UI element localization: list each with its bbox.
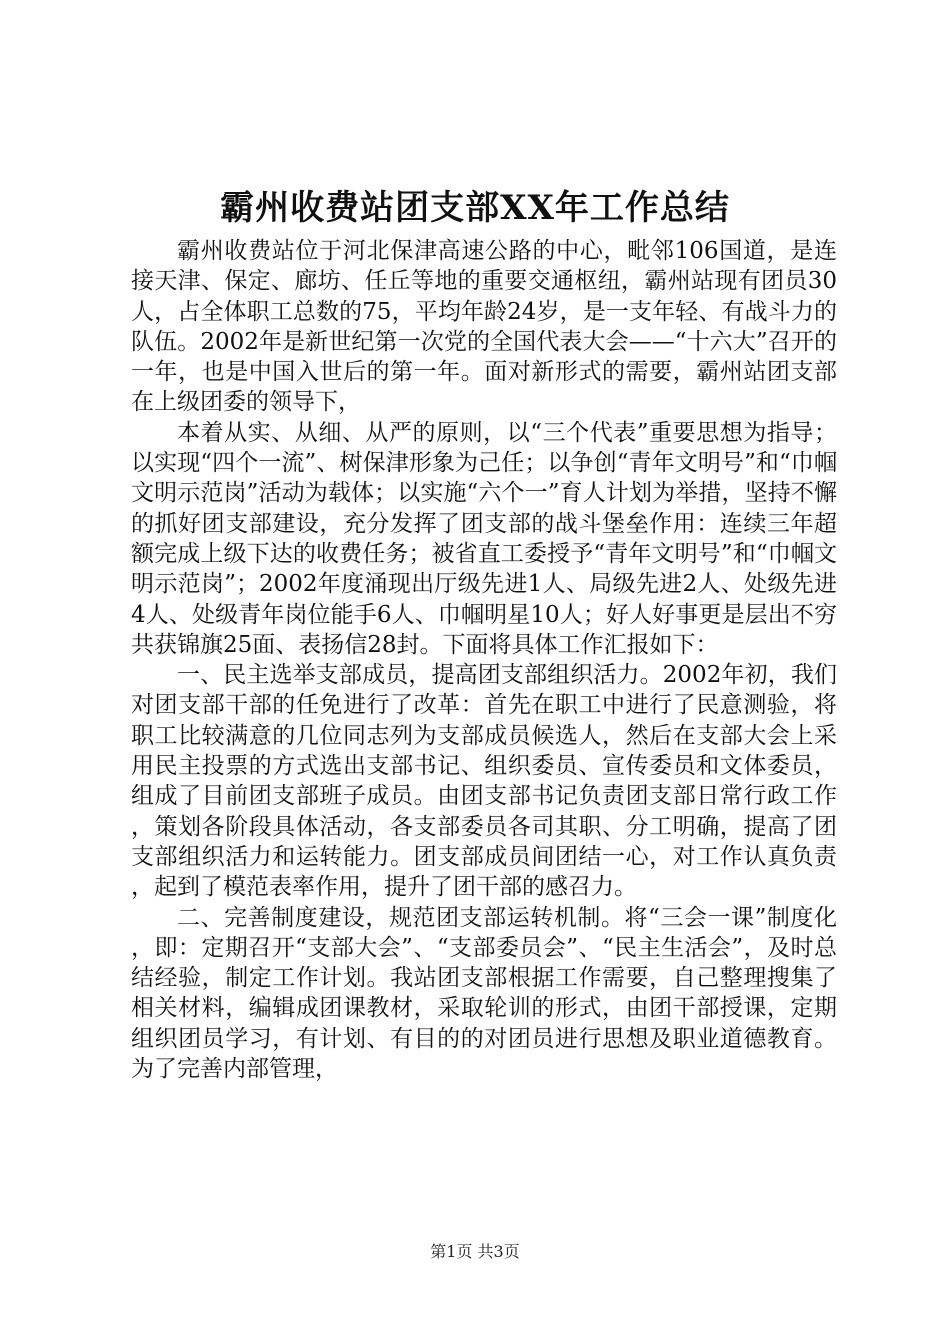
page-number-footer: 第1页 共3页 — [430, 1242, 520, 1261]
document-body — [131, 236, 837, 1084]
paragraph-section-one: 一、民主选举支部成员，提高团支部组织活力。2002年初，我们对团支部干部的任免进行了改革：首先在职工中进行了民意测验，将职工比较满意的几位同志列为支部成员候选人，然后在支部大会上采用民主投票的方式选出支部书记、组织委员、宣传委员和文体委员，组成了目前团支部班子成员。由团支部书记负责团支部日常行政工作，策划各阶段具体活动，各支部委员各司其职、分工明确，提高了团支部组织活力和运转能力。团支部成员间团结一心，对工作认真负责，起到了模范表率作用，提升了团干部的感召力。 — [131, 662, 837, 901]
paragraph-section-two: 二、完善制度建设，规范团支部运转机制。将“三会一课”制度化，即：定期召开“支部大会”、“支部委员会”、“民主生活会”，及时总结经验，制定工作计划。我站团支部根据工作需要，自己整理搜集了相关材料，编辑成团课教材，采取轮训的形式，由团干部授课，定期组织团员学习，有计划、有目的的对团员进行思想及职业道德教育。为了完善内部管理， — [131, 904, 837, 1083]
document-title: 霸州收费站团支部XX年工作总结 — [220, 188, 730, 228]
paragraph-intro: 霸州收费站位于河北保津高速公路的中心，毗邻106国道，是连接天津、保定、廊坊、任丘等地的重要交通枢纽，霸州站现有团员30人，占全体职工总数的75，平均年龄24岁，是一支年轻、有战斗力的队伍。2002年是新世纪第一次党的全国代表大会——“十六大”召开的一年，也是中国入世后的第一年。面对新形式的需要，霸州站团支部在上级团委的领导下， — [131, 238, 837, 416]
paragraph-principles: 本着从实、从细、从严的原则，以“三个代表”重要思想为指导；以实现“四个一流”、树保津形象为己任；以争创“青年文明号”和“巾帼文明示范岗”活动为载体；以实施“六个一”育人计划为举措，坚持不懈的抓好团支部建设，充分发挥了团支部的战斗堡垒作用：连续三年超额完成上级下达的收费任务；被省直工委授予“青年文明号”和“巾帼文明示范岗”；2002年度涌现出厅级先进1人、局级先进2人、处级先进4人、处级青年岗位能手6人、巾帼明星10人；好人好事更是层出不穷共获锦旗25面、表扬信28封。下面将具体工作汇报如下： — [131, 419, 837, 658]
